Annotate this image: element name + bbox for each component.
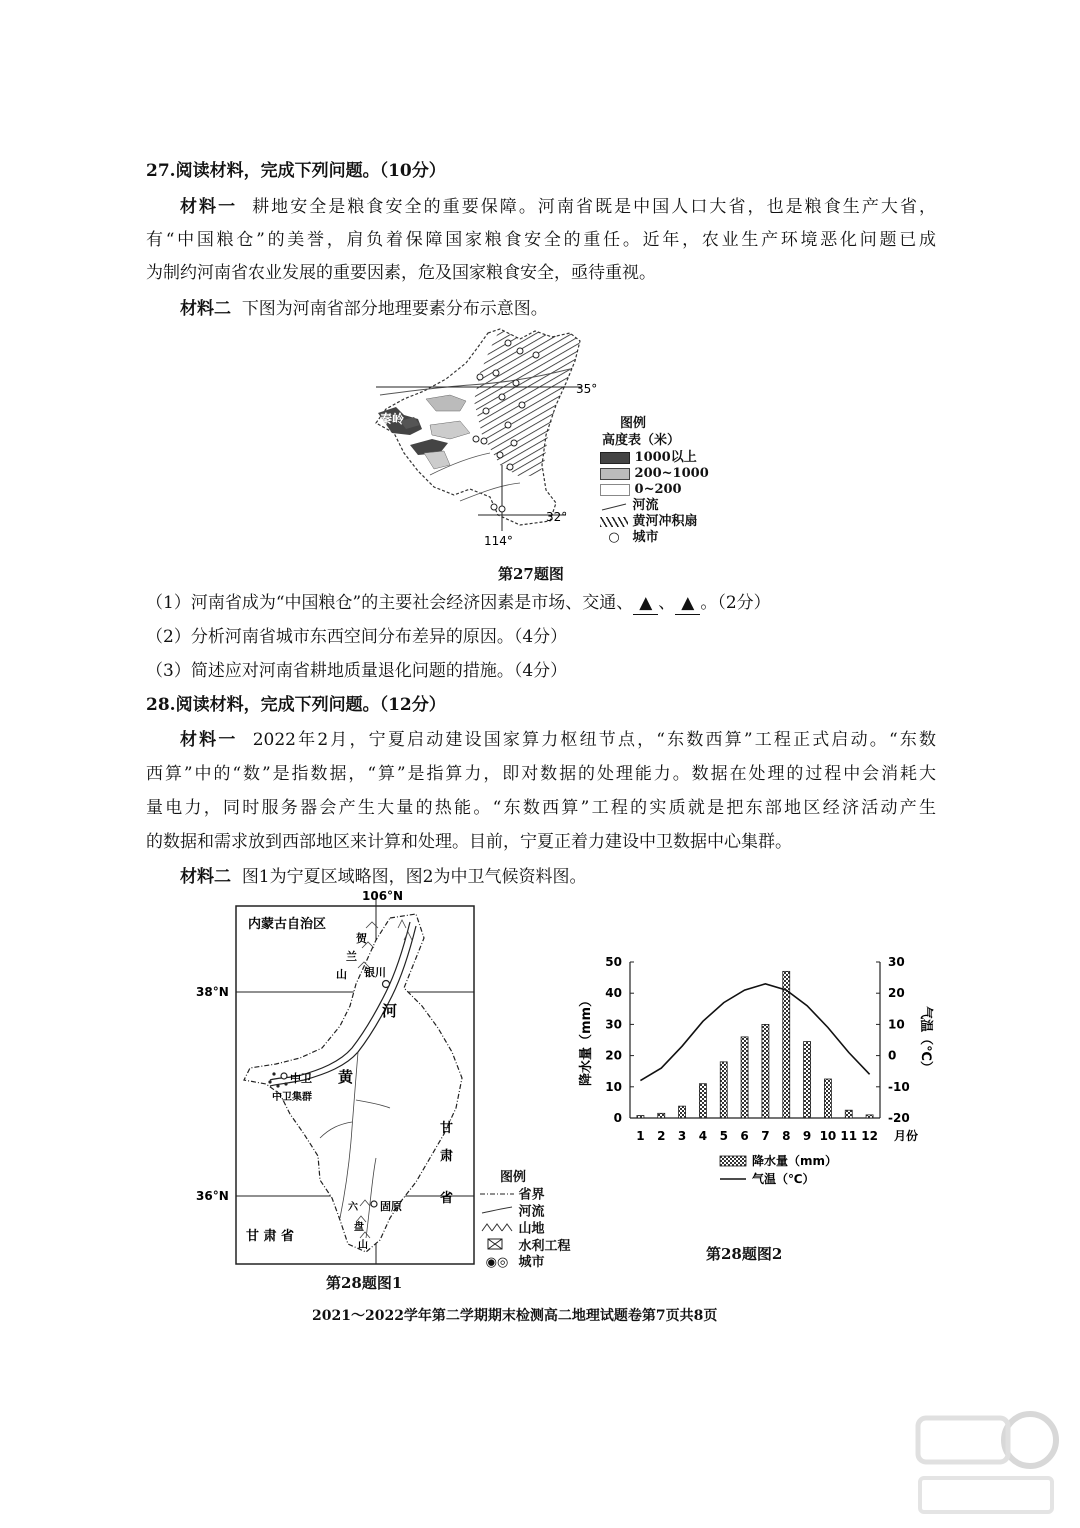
q27-material2-text: 下图为河南省部分地理要素分布示意图。: [241, 299, 548, 319]
q28-material1-line3: 量电力，同时服务器会产生大量的热能。“东数西算”工程的实质就是把东部地区经济活动产生: [146, 798, 936, 818]
q27-material1-line2: 有“中国粮仓”的美誉，肩负着保障国家粮食安全的重任。近年，农业生产环境恶化问题已成: [146, 230, 936, 250]
y-right-tick-label: -10: [888, 1079, 910, 1094]
legend-label: 省界: [518, 1187, 545, 1203]
legend-river-icon: [480, 1204, 514, 1220]
page-footer: 2021～2022学年第二学期期末检测高二地理试题卷第7页共8页: [312, 1308, 718, 1324]
q27-material1-label: 材料一: [180, 197, 238, 217]
qinling-label: 秦岭: [380, 412, 405, 426]
q27-sub1-prefix: （1）河南省成为“中国粮仓”的主要社会经济因素是市场、交通、: [146, 593, 634, 613]
precip-bar: [658, 1113, 665, 1118]
answer-blank-2[interactable]: ▲: [675, 592, 700, 615]
lat-36-label: 36°N: [196, 1189, 229, 1203]
legend-label: 200~1000: [634, 466, 709, 481]
q27-sub1-suffix: 。（2分）: [700, 593, 771, 613]
gansu-bottom: 甘 肃 省: [246, 1229, 295, 1244]
ningxia-map: [190, 888, 490, 1268]
q28-header: 28.阅读材料，完成下列问题。（12分）: [146, 695, 446, 715]
legend-row-water: [480, 1238, 571, 1255]
x-tick-label: 1: [636, 1129, 645, 1143]
precip-bar: [783, 971, 790, 1118]
legend-label: 黄河冲积扇: [632, 514, 698, 529]
q28-material1-line4: 的数据和需求放到西部地区来计算和处理。目前，宁夏正着力建设中卫数据中心集群。: [146, 832, 792, 852]
legend-swatch-high: [600, 452, 630, 464]
gansu-right-3: 省: [440, 1191, 454, 1206]
q27-caption: 第27题图: [498, 565, 564, 583]
gansu-right-2: 肃: [440, 1149, 454, 1164]
x-tick-label: 7: [761, 1129, 770, 1143]
helan-char-1: 贺: [356, 932, 367, 945]
y-left-title: 降水量（mm）: [579, 993, 594, 1087]
zhongwei-cluster-label: 中卫集群: [272, 1092, 312, 1103]
legend-row-border: [480, 1187, 545, 1204]
q27-material2-label: 材料二: [180, 299, 231, 319]
region-inner-mongolia: 内蒙古自治区: [248, 917, 327, 932]
q27-legend-title: 图例: [620, 416, 647, 431]
x-tick-label: 6: [740, 1129, 749, 1143]
precip-bar: [741, 1037, 748, 1118]
precip-bar: [720, 1062, 727, 1118]
city-yinchuan: [383, 981, 390, 988]
q27-sub3: （3）简述应对河南省耕地质量退化问题的措施。（4分）: [146, 661, 568, 681]
liupan-char-3: 山: [358, 1240, 368, 1251]
legend-label: 城市: [632, 530, 659, 545]
precip-bar: [637, 1116, 644, 1118]
q28-material2-label: 材料二: [180, 867, 231, 887]
y-left-tick-label: 30: [605, 1017, 622, 1032]
q27-sub1: [146, 592, 771, 615]
precip-bar: [699, 1084, 706, 1118]
zhongwei-label: 中卫: [290, 1072, 312, 1085]
legend-row-mountain: [480, 1221, 545, 1238]
liupan-char-2: 盘: [354, 1222, 364, 1233]
legend-city-icon: ◉◎: [485, 1255, 509, 1270]
x-tick-label: 8: [782, 1129, 791, 1143]
legend-river-icon: [600, 501, 628, 511]
legend-label: 山地: [518, 1221, 545, 1237]
gansu-right-1: 甘: [440, 1121, 454, 1136]
q28-material1-label: 材料一: [180, 730, 238, 750]
y-right-tick-label: 10: [888, 1017, 905, 1032]
legend-row-mid: [600, 466, 709, 482]
lat-38-label: 38°N: [196, 985, 229, 999]
legend-swatch-low: [600, 484, 630, 496]
q27-sub2: （2）分析河南省城市东西空间分布差异的原因。（4分）: [146, 627, 568, 647]
legend-precip-swatch: [720, 1156, 746, 1166]
climate-chart: [570, 950, 940, 1190]
q27-material1-line3: 为制约河南省农业发展的重要因素，危及国家粮食安全，亟待重视。: [146, 263, 656, 283]
y-right-tick-label: 20: [888, 986, 905, 1001]
legend-row-city2: [480, 1255, 545, 1271]
legend-temp-label: 气温（℃）: [752, 1172, 815, 1186]
precip-bar: [762, 1024, 769, 1118]
legend-border-icon: [480, 1187, 514, 1203]
precip-bar: [824, 1079, 831, 1118]
q27-m1-text-1: 耕地安全是粮食安全的重要保障。河南省既是中国人口大省，也是粮食生产大省，: [252, 197, 937, 217]
lon-114-label: 114°: [484, 534, 513, 548]
q27-sub1-sep: 、: [658, 593, 676, 613]
q28-m1-text-1: 2022年2月，宁夏启动建设国家算力枢纽节点，“东数西算”工程正式启动。“东数: [252, 730, 937, 750]
y-left-tick-label: 40: [605, 986, 622, 1001]
guyuan-label: 固原: [380, 1200, 402, 1213]
q27-material1-line1: [180, 196, 936, 218]
q28-material2-text: 图1为宁夏区域略图，图2为中卫气候资料图。: [241, 867, 587, 887]
legend-label: 城市: [518, 1255, 545, 1270]
helan-char-3: 山: [336, 968, 347, 981]
legend-row-city: [600, 530, 659, 546]
precip-bar: [679, 1106, 686, 1118]
x-tick-label: 9: [802, 1129, 812, 1143]
x-tick-label: 5: [719, 1129, 728, 1143]
q27-material2: [180, 298, 548, 320]
precip-bar: [866, 1115, 873, 1118]
river-char-he: 河: [382, 1002, 398, 1020]
lat-35-label: 35°: [576, 382, 598, 396]
y-left-tick-label: 20: [605, 1048, 622, 1063]
y-right-title: 气温（℃）: [918, 1006, 933, 1074]
liupan-char-1: 六: [348, 1202, 358, 1213]
x-tick-label: 3: [677, 1129, 687, 1143]
legend-swatch-mid: [600, 468, 630, 480]
lat-32-label: 32°: [546, 510, 568, 524]
helan-char-2: 兰: [346, 950, 357, 963]
watermark-logo: [910, 1400, 1060, 1520]
legend-label: 河流: [518, 1204, 545, 1220]
y-right-tick-label: 0: [888, 1048, 897, 1063]
precip-bar: [845, 1110, 852, 1118]
y-left-tick-label: 50: [605, 955, 622, 969]
x-tick-label: 10: [819, 1129, 837, 1143]
y-right-tick-label: -20: [888, 1111, 910, 1125]
legend-row-high: [600, 450, 697, 466]
legend-city-icon: ○: [608, 530, 620, 545]
legend-row-river: [600, 498, 659, 514]
q28-material1-line2: 西算”中的“数”是指数据，“算”是指算力，即对数据的处理能力。数据在处理的过程中会消耗大: [146, 764, 936, 784]
legend-hatch-icon: [600, 517, 628, 527]
x-axis-unit-label: 月份: [894, 1129, 919, 1143]
city-zhongwei: [281, 1073, 287, 1079]
y-right-tick-label: 30: [888, 955, 905, 969]
yinchuan-label: 银川: [364, 966, 386, 979]
q28-fig1-caption: 第28题图1: [326, 1274, 403, 1292]
legend-row-low: [600, 482, 682, 498]
legend-water-project-icon: [480, 1238, 514, 1255]
city-guyuan: [371, 1201, 377, 1207]
legend-label: 1000以上: [634, 450, 697, 465]
q28-fig2-caption: 第28题图2: [706, 1245, 783, 1263]
x-tick-label: 2: [657, 1129, 666, 1143]
q27-header: 27.阅读材料，完成下列问题。（10分）: [146, 161, 446, 181]
y-left-tick-label: 10: [605, 1079, 622, 1094]
x-tick-label: 12: [861, 1129, 878, 1143]
q28-legend-title: 图例: [500, 1170, 527, 1185]
q28-material1-line1: [180, 729, 936, 751]
answer-blank-1[interactable]: ▲: [633, 592, 658, 615]
y-left-tick-label: 0: [613, 1111, 622, 1125]
x-tick-label: 11: [840, 1129, 858, 1143]
legend-row-river2: [480, 1204, 545, 1221]
temperature-line: [640, 984, 869, 1081]
x-tick-label: 4: [698, 1129, 708, 1143]
legend-precip-label: 降水量（mm）: [752, 1154, 838, 1168]
legend-mountain-icon: [480, 1221, 514, 1237]
river-char-huang: 黄: [338, 1068, 354, 1086]
legend-label: 0~200: [634, 482, 682, 497]
lon-106-label: 106°N: [362, 889, 404, 903]
legend-label: 河流: [632, 498, 659, 513]
q27-legend-sub: 高度表（米）: [602, 433, 681, 448]
legend-label: 水利工程: [518, 1239, 571, 1254]
legend-row-fan: [600, 514, 698, 530]
precip-bar: [804, 1042, 811, 1118]
q28-material2: [180, 866, 586, 888]
